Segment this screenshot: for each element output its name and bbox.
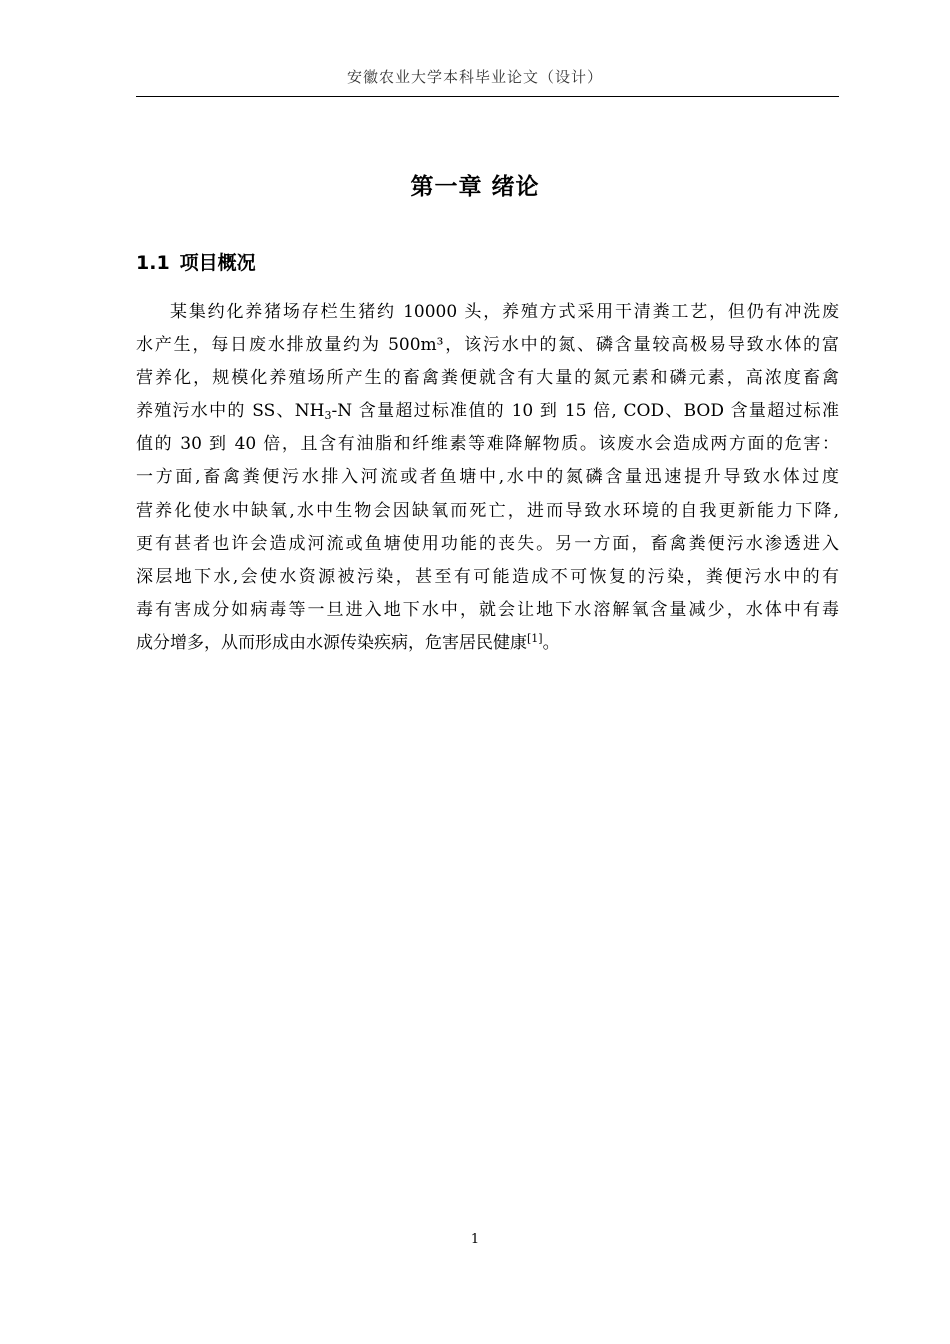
section-title-text: 项目概况 xyxy=(179,252,256,274)
ammonia-subscript: 3 xyxy=(324,409,332,423)
paragraph-line-3: 营养化，规模化养殖场所产生的畜禽粪便就含有大量的氮元素和磷元素，高浓度畜禽 xyxy=(136,368,839,389)
paragraph-line-7: 营养化使水中缺氧,水中生物会因缺氧而死亡，进而导致水环境的自我更新能力下降, xyxy=(136,500,839,521)
line4-prefix: 养殖污水中的 SS、NH xyxy=(136,401,325,422)
paragraph-line-2: 水产生，每日废水排放量约为 500m³，该污水中的氮、磷含量较高极易导致水体的富 xyxy=(136,335,839,356)
line4-suffix: -N 含量超过标准值的 10 到 15 倍, COD、BOD 含量超过标准 xyxy=(331,401,839,422)
running-header: 安徽农业大学本科毕业论文（设计） xyxy=(346,68,603,86)
last-line-text: 成分增多，从而形成由水源传染疾病，危害居民健康 xyxy=(136,632,527,653)
section-number: 1.1 xyxy=(136,252,170,274)
header-divider xyxy=(136,96,839,97)
chapter-title: 第一章 绪论 xyxy=(410,174,540,200)
paragraph-line-10: 毒有害成分如病毒等一旦进入地下水中，就会让地下水溶解氧含量减少，水体中有毒 xyxy=(136,599,839,620)
last-line-end: 。 xyxy=(542,632,560,653)
body-paragraph xyxy=(136,296,839,660)
paragraph-line-9: 深层地下水,会使水资源被污染，甚至有可能造成不可恢复的污染，粪便污水中的有 xyxy=(136,566,839,587)
paragraph-line-4 xyxy=(136,395,839,428)
section-heading xyxy=(136,248,256,275)
paragraph-line-6: 一方面,畜禽粪便污水排入河流或者鱼塘中,水中的氮磷含量迅速提升导致水体过度 xyxy=(136,467,839,488)
citation-marker[interactable]: [1] xyxy=(527,631,543,645)
paragraph-line-8: 更有甚者也许会造成河流或鱼塘使用功能的丧失。另一方面，畜禽粪便污水渗透进入 xyxy=(136,533,839,554)
paragraph-line-11 xyxy=(136,627,839,660)
paragraph-line-5: 值的 30 到 40 倍，且含有油脂和纤维素等难降解物质。该废水会造成两方面的危害： xyxy=(136,434,839,455)
page-number: 1 xyxy=(470,1232,480,1247)
paragraph-line-1: 某集约化养猪场存栏生猪约 10000 头，养殖方式采用干清粪工艺，但仍有冲洗废 xyxy=(170,302,839,322)
